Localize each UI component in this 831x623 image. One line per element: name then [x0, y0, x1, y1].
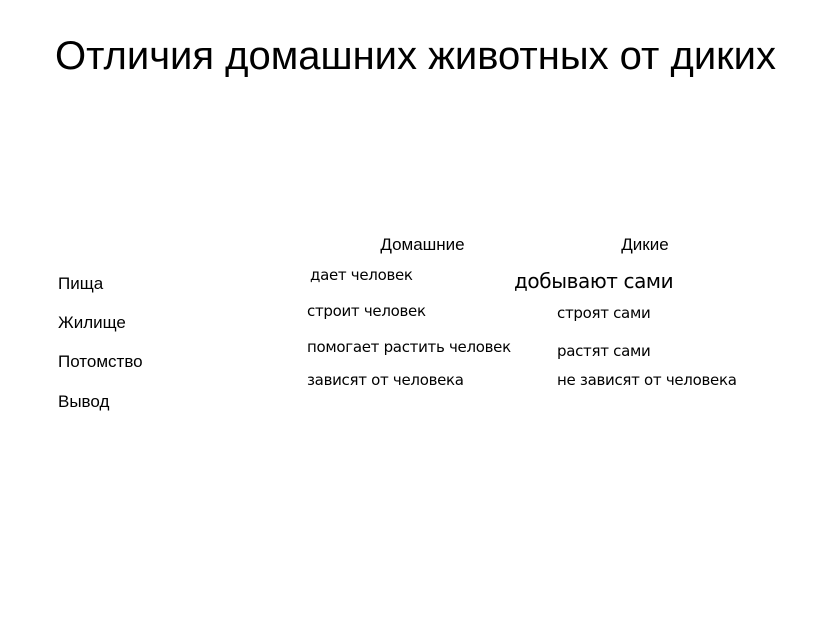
cell-offspring-domestic: помогает растить человек	[307, 338, 511, 356]
row-label-shelter: Жилище	[58, 313, 126, 332]
cell-food-wild: добывают сами	[514, 269, 674, 293]
row-label-food: Пища	[58, 274, 104, 293]
cell-food-domestic: дает человек	[310, 266, 413, 284]
column-header-domestic: Домашние	[380, 235, 465, 254]
cell-conclusion-domestic: зависят от человека	[307, 371, 464, 389]
slide-title: Отличия домашних животных от диких	[54, 34, 777, 78]
cell-offspring-wild: растят сами	[557, 342, 651, 360]
column-header-wild: Дикие	[621, 235, 669, 254]
cell-shelter-domestic: строит человек	[307, 302, 426, 320]
row-label-conclusion: Вывод	[58, 392, 110, 411]
row-label-offspring: Потомство	[58, 352, 143, 371]
cell-shelter-wild: строят сами	[557, 304, 651, 322]
cell-conclusion-wild: не зависят от человека	[557, 371, 737, 389]
